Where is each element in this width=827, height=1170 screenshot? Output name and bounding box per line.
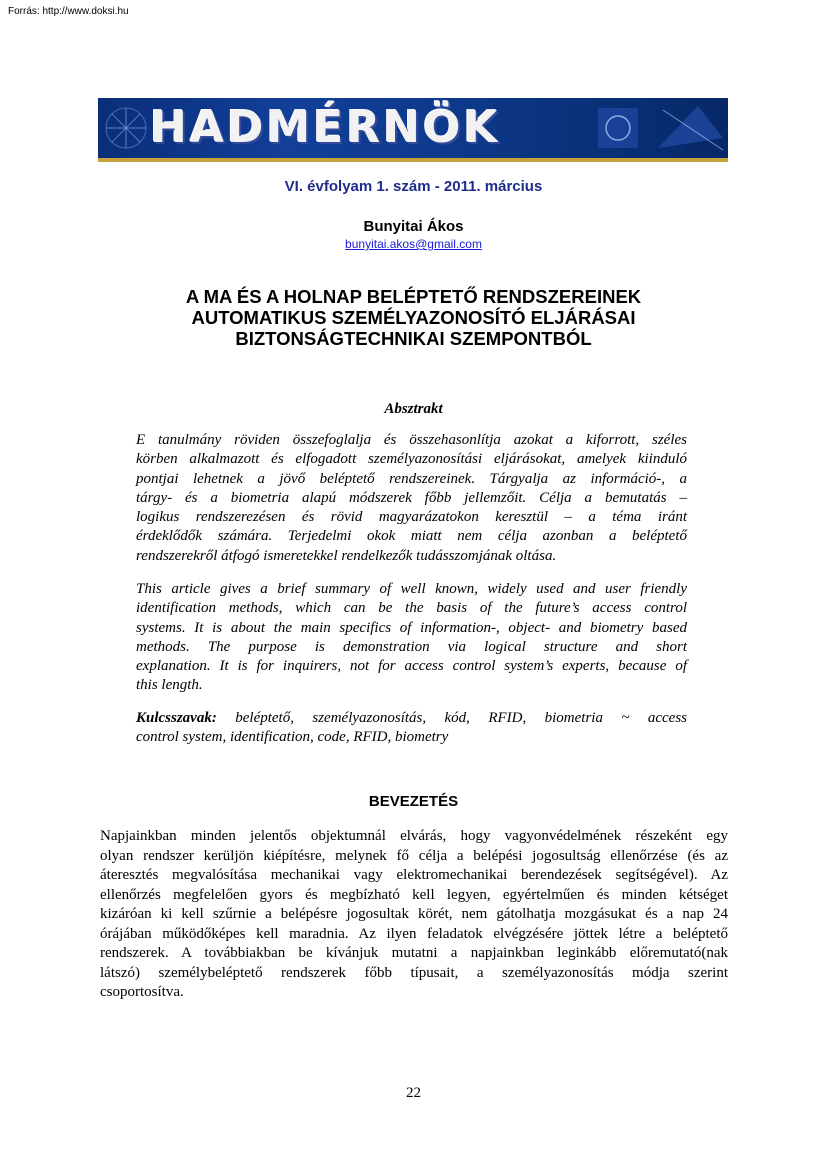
abstract-line: methods. The purpose is demonstration via logical structure and short <box>136 638 687 655</box>
body-line: olyan rendszer kerüljön kiépítésre, melynek fő célja a belépési jogosultság ellenőrzése (és az <box>100 847 728 864</box>
source-note: Forrás: http://www.doksi.hu <box>8 6 129 17</box>
title-line: AUTOMATIKUS SZEMÉLYAZONOSÍTÓ ELJÁRÁSAI <box>191 307 636 328</box>
author-name: Bunyitai Ákos <box>363 218 464 235</box>
abstract-line: This article gives a brief summary of well known, widely used and user friendly <box>136 581 687 597</box>
abstract-hungarian <box>136 431 687 566</box>
body-line: rendszerek. A továbbiakban be kívánjuk mutatni a napjainkban leginkább előremutató(nak <box>100 945 728 961</box>
body-line: ellenőrzés megfelelően gyors és megbízható kell legyen, egyértelműen és minden kétséget <box>100 886 728 903</box>
keywords-text: beléptető, személyazonosítás, kód, RFID, biometria ~ access <box>235 710 688 726</box>
section-heading: BEVEZETÉS <box>368 793 459 810</box>
abstract-line: tárgy- és a biometria alapú módszerek főbb jellemzőit. Célja a bemutatás – <box>136 489 687 506</box>
abstract-line: systems. It is about the main specifics of information-, object- and biometry based <box>136 619 687 636</box>
journal-banner <box>98 98 728 162</box>
abstract-english <box>136 580 687 696</box>
keywords-line <box>136 709 687 728</box>
abstract-line: explanation. It is for inquirers, not for access control system’s experts, because of <box>136 658 687 675</box>
author-email-link[interactable]: bunyitai.akos@gmail.com <box>345 237 482 251</box>
keywords-line: control system, identification, code, RFID, biometry <box>136 729 449 746</box>
title-line: A MA ÉS A HOLNAP BELÉPTETŐ RENDSZEREINEK <box>185 286 642 307</box>
keywords <box>136 709 687 748</box>
body-line: kizáróan ki kell szűrnie a belépésre jogosultak körét, nem gátolhatja mozgásukat és a nap 24 <box>100 906 728 922</box>
body-line: csoportosítva. <box>100 984 184 1000</box>
body-line: órájában működőképes kell maradnia. Az ilyen feladatok elvégzésére jöttek létre a beléptető <box>100 925 728 942</box>
paper-title <box>100 286 727 349</box>
abstract-line: érdeklődők számára. Terjedelmi okok miatt nem célja azonban a beléptető <box>136 528 687 545</box>
body-line: látszó) személybeléptető rendszerek főbb típusait, a személyazonosítás módja szerint <box>100 964 728 981</box>
abstract-line: E tanulmány röviden összefoglalja és összehasonlítja azokat a kiforrott, széles <box>136 432 687 448</box>
body-line: Napjainkban minden jelentős objektumnál elvárás, hogy vagyonvédelmének részeként egy <box>100 828 728 844</box>
abstract-line: logikus rendszerezésen és rövid magyarázatokon keresztül – a téma iránt <box>136 509 687 526</box>
body-line: áteresztés megvalósítása mechanikai vagy elektromechanikai berendezések segítségével). Az <box>100 867 728 883</box>
intro-paragraph <box>100 827 728 1003</box>
abstract-line: pontjai lehetnek a jövő beléptető rendszereinek. Tárgyalja az információ-, a <box>136 470 687 487</box>
issue-info: VI. évfolyam 1. szám - 2011. március <box>284 178 543 195</box>
abstract-line: this length. <box>136 677 203 694</box>
abstract-line: identification methods, which can be the basis of the future’s access control <box>136 600 687 617</box>
page-number: 22 <box>406 1085 421 1101</box>
banner-title: HADMÉRNÖK <box>150 102 501 153</box>
abstract-line: rendszerekről átfogó ismeretekkel rendelkezők tudásszomjának oltása. <box>136 547 557 564</box>
abstract-heading: Absztrakt <box>384 401 443 417</box>
title-line: BIZTONSÁGTECHNIKAI SZEMPONTBÓL <box>235 328 592 349</box>
keywords-label: Kulcsszavak: <box>136 710 217 726</box>
abstract-line: körben alkalmazott és elfogadott személyazonosítási eljárásokat, amelyek kiinduló <box>136 451 687 468</box>
author-email <box>0 237 827 251</box>
